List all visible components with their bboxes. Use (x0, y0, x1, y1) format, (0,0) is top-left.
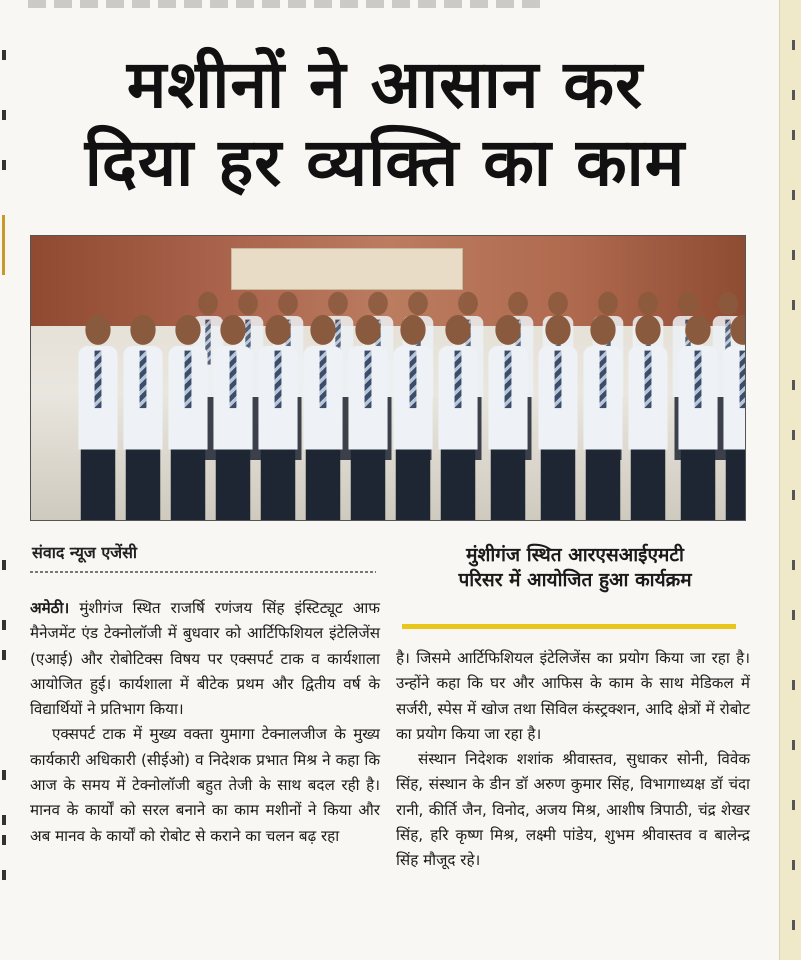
photo-person (438, 315, 477, 521)
byline: संवाद न्यूज एजेंसी (32, 543, 138, 562)
subhead-line-1: मुंशीगंज स्थित आरएसआईएमटी (466, 544, 684, 566)
photo-person (678, 315, 717, 521)
paragraph-4: संस्थान निदेशक शशांक श्रीवास्तव, सुधाकर सोनी, विवेक सिंह, संस्थान के डीन डॉ अरुण कुमार सिंह, विभागाध्यक्ष डॉ चंदा रानी, कीर्ति जैन, विनोद, अजय मिश्र, आशीष त्रिपाठी, चंद्र शेखर सिंह, हरि कृष्ण मिश्र, लक्ष्मी पांडेय, शुभम श्रीवास्तव व बालेन्द्र सिंह मौजूद रहे। (396, 750, 750, 870)
photo-person (723, 315, 746, 521)
photo-person (348, 315, 387, 521)
left-margin-marks (0, 0, 14, 960)
photo-person (488, 315, 527, 521)
photo-person (303, 315, 342, 521)
paragraph-2: एक्सपर्ट टाक में मुख्य वक्ता युमागा टेक्नालजीज के मुख्य कार्यकारी अधिकारी (सीईओ) व निदेशक प्रभात मिश्र ने कहा कि आज के समय में टेक्नोलॉजी बहुत तेजी के साथ बदल रही है। मानव के कार्यों को सरल बनाने का काम मशीनों ने किया और अब मानव के कार्यों को रोबोट से कराने का चलन बढ़ रहा (30, 725, 380, 845)
paragraph-3: है। जिसमे आर्टिफिशियल इंटेलिजेंस का प्रयोग किया जा रहा है। उन्होंने कहा कि घर और आफिस के काम के साथ मेडिकल में सर्जरी, स्पेस में खोज तथा सिविल कंस्ट्रक्शन, आदि क्षेत्रों में रोबोट का प्रयोग किया जा रहा है। (396, 649, 750, 743)
headline (20, 46, 750, 201)
photo-person (213, 315, 252, 521)
photo-banner (231, 248, 463, 290)
photo-person (583, 315, 622, 521)
headline-line-1: मशीनों ने आसान कर (126, 46, 644, 124)
headline-line-2: दिया हर व्यक्ति का काम (84, 123, 686, 201)
subhead (402, 543, 748, 592)
photo-person (628, 315, 667, 521)
photo-person (123, 315, 162, 521)
photo-person (78, 315, 117, 521)
paragraph-1-text: मुंशीगंज स्थित राजर्षि रणंजय सिंह इंस्टिट्यूट आफ मैनेजमेंट एंड टेक्नोलॉजी में बुधवार को आर्टिफिशियल इंटेलिजेंस (एआई) और रोबोटिक्स विषय पर एक्सपर्ट टाक व कार्यशाला आयोजित हुई। कार्यशाला में बीटेक प्रथम और द्वितीय वर्ष के विद्यार्थियों ने प्रतिभाग किया। (30, 599, 380, 719)
photo-person (393, 315, 432, 521)
article-column-left (30, 596, 380, 849)
subhead-line-2: परिसर में आयोजित हुआ कार्यक्रम (458, 568, 692, 591)
photo-person (258, 315, 297, 521)
dateline: अमेठी। (30, 599, 70, 617)
byline-divider (30, 571, 376, 573)
photo-person (168, 315, 207, 521)
article-column-right (396, 646, 750, 874)
subhead-accent-bar (402, 624, 736, 629)
adjacent-page-strip (779, 0, 801, 960)
photo-person (538, 315, 577, 521)
top-rule-divider (28, 0, 548, 8)
group-photo (30, 235, 746, 521)
paragraph-1 (30, 596, 380, 722)
